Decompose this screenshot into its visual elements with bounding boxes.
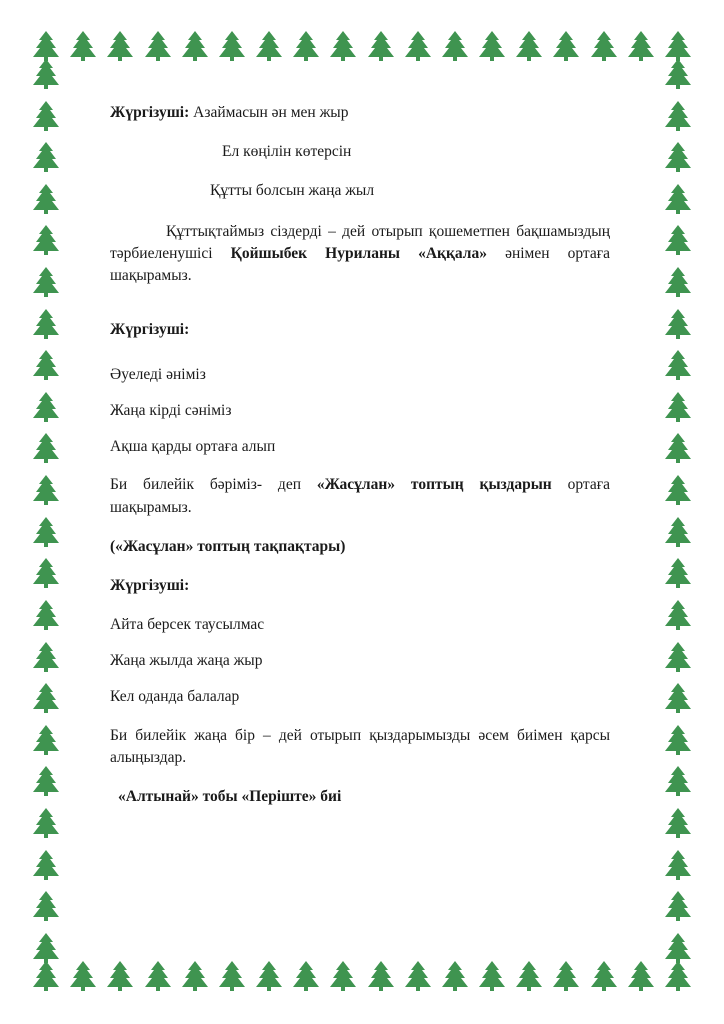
fir-tree-icon — [67, 30, 99, 64]
host-3-line-2: Жаңа жылда жаңа жыр — [110, 652, 263, 670]
fir-tree-icon — [216, 30, 248, 64]
fir-tree-icon — [662, 516, 694, 550]
host-1-line-2: Ел көңілін көтерсін — [222, 143, 352, 161]
fir-tree-icon — [253, 30, 285, 64]
fir-tree-icon — [662, 266, 694, 300]
fir-tree-icon — [30, 849, 62, 883]
fir-tree-icon — [588, 30, 620, 64]
fir-tree-icon — [30, 58, 62, 92]
fir-tree-icon — [662, 30, 694, 64]
fir-tree-icon — [513, 960, 545, 994]
document-body — [110, 104, 610, 805]
fir-tree-icon — [30, 308, 62, 342]
fir-tree-icon — [662, 308, 694, 342]
fir-tree-icon — [662, 432, 694, 466]
fir-tree-icon — [30, 224, 62, 258]
fir-tree-icon — [30, 349, 62, 383]
fir-tree-icon — [216, 960, 248, 994]
host-2-line-4-end: ортаға шақырамыз. — [110, 476, 610, 516]
host-1-paragraph-end: әнімен ортаға шақырамыз. — [110, 245, 611, 285]
fir-tree-icon — [662, 849, 694, 883]
fir-tree-icon — [30, 391, 62, 425]
fir-tree-icon — [588, 960, 620, 994]
fir-tree-icon — [662, 641, 694, 675]
speaker-label-3: Жүргізуші: — [110, 577, 190, 595]
fir-tree-icon — [662, 599, 694, 633]
border-col-left — [30, 58, 62, 966]
fir-tree-icon — [30, 516, 62, 550]
fir-tree-icon — [662, 682, 694, 716]
fir-tree-icon — [662, 807, 694, 841]
fir-tree-icon — [476, 30, 508, 64]
host-1-line-1 — [110, 104, 610, 121]
fir-tree-icon — [30, 183, 62, 217]
fir-tree-icon — [662, 557, 694, 591]
border-row-bottom — [30, 960, 694, 994]
fir-tree-icon — [30, 100, 62, 134]
fir-tree-icon — [365, 30, 397, 64]
fir-tree-icon — [30, 890, 62, 924]
fir-tree-icon — [290, 960, 322, 994]
group-performance-note: («Жасұлан» топтың тақпақтары) — [110, 538, 346, 556]
fir-tree-icon — [662, 100, 694, 134]
fir-tree-icon — [30, 141, 62, 175]
host-1-paragraph-start: Құттықтаймыз сіздерді – дей отырып қошеметпен бақшамыздың тәрбиеленушісі — [110, 223, 610, 263]
host-3-line-1: Айта берсек таусылмас — [110, 616, 265, 634]
fir-tree-icon — [513, 30, 545, 64]
closing-line: «Алтынай» тобы «Періште» биі — [118, 788, 342, 806]
fir-tree-icon — [179, 960, 211, 994]
host-1-paragraph — [110, 221, 610, 287]
fir-tree-icon — [179, 30, 211, 64]
fir-tree-icon — [662, 391, 694, 425]
fir-tree-icon — [30, 960, 62, 994]
fir-tree-icon — [662, 474, 694, 508]
fir-tree-icon — [104, 30, 136, 64]
fir-tree-icon — [30, 599, 62, 633]
fir-tree-icon — [625, 30, 657, 64]
fir-tree-icon — [30, 932, 62, 966]
fir-tree-icon — [365, 960, 397, 994]
host-2-line-4-start: Би билейік бәріміз- деп — [110, 476, 317, 494]
host-1-line-3: Құтты болсын жаңа жыл — [210, 182, 375, 200]
fir-tree-icon — [662, 932, 694, 966]
fir-tree-icon — [662, 724, 694, 758]
fir-tree-icon — [30, 682, 62, 716]
fir-tree-icon — [662, 960, 694, 994]
fir-tree-icon — [550, 30, 582, 64]
fir-tree-icon — [662, 224, 694, 258]
speaker-label-1: Жүргізуші: — [110, 104, 190, 121]
host-3-line-4: Би билейік жаңа бір – дей отырып қыздарымызды әсем биімен қарсы алыңыздар. — [110, 726, 610, 766]
fir-tree-icon — [662, 765, 694, 799]
fir-tree-icon — [30, 474, 62, 508]
fir-tree-icon — [662, 890, 694, 924]
fir-tree-icon — [104, 960, 136, 994]
fir-tree-icon — [30, 432, 62, 466]
fir-tree-icon — [402, 30, 434, 64]
fir-tree-icon — [30, 641, 62, 675]
fir-tree-icon — [30, 765, 62, 799]
fir-tree-icon — [439, 30, 471, 64]
fir-tree-icon — [142, 30, 174, 64]
fir-tree-icon — [67, 960, 99, 994]
border-col-right — [662, 58, 694, 966]
host-1-line-1-text: Азаймасын ән мен жыр — [189, 104, 349, 121]
speaker-label-2: Жүргізуші: — [110, 321, 190, 339]
fir-tree-icon — [30, 807, 62, 841]
fir-tree-icon — [625, 960, 657, 994]
fir-tree-icon — [290, 30, 322, 64]
fir-tree-icon — [662, 183, 694, 217]
host-3-line-3: Кел оданда балалар — [110, 688, 240, 706]
fir-tree-icon — [402, 960, 434, 994]
fir-tree-icon — [662, 58, 694, 92]
fir-tree-icon — [253, 960, 285, 994]
border-row-top — [30, 30, 694, 64]
group-name-highlight: «Жасұлан» топтың қыздарын — [316, 476, 552, 494]
fir-tree-icon — [439, 960, 471, 994]
fir-tree-icon — [550, 960, 582, 994]
fir-tree-icon — [662, 141, 694, 175]
host-2-line-3: Ақша қарды ортаға алып — [110, 438, 276, 456]
fir-tree-icon — [327, 960, 359, 994]
fir-tree-icon — [142, 960, 174, 994]
host-2-line-1: Әуеледі әніміз — [110, 366, 206, 384]
host-2-line-4 — [110, 474, 610, 519]
fir-tree-icon — [30, 30, 62, 64]
fir-tree-icon — [327, 30, 359, 64]
performer-name-highlight: Қойшыбек Нуриланы «Аққала» — [230, 245, 487, 263]
fir-tree-icon — [476, 960, 508, 994]
fir-tree-icon — [662, 349, 694, 383]
fir-tree-icon — [30, 557, 62, 591]
fir-tree-icon — [30, 724, 62, 758]
host-2-line-2: Жаңа кірді сәніміз — [110, 402, 232, 420]
fir-tree-icon — [30, 266, 62, 300]
